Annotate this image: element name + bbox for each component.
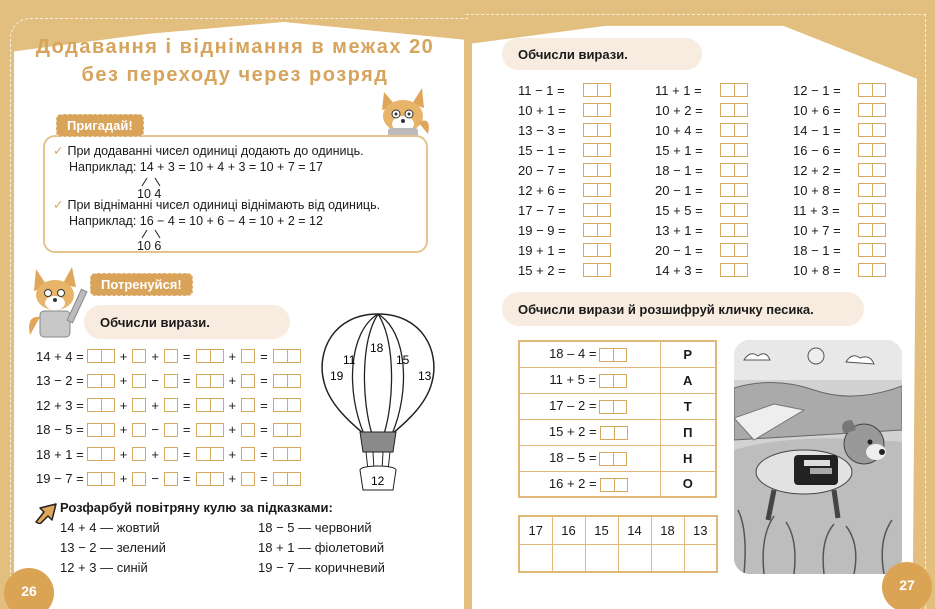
- answer-box-one-digit[interactable]: [241, 472, 255, 486]
- answer-box-two-digit[interactable]: [196, 398, 224, 412]
- color-hint: 12 + 3 — синій: [60, 560, 148, 575]
- answer-box-one-digit[interactable]: [164, 398, 178, 412]
- answer-box-two-digit[interactable]: [583, 163, 611, 177]
- answer-box-two-digit[interactable]: [599, 452, 627, 466]
- answer-box-two-digit[interactable]: [720, 263, 748, 277]
- compute-item: [793, 242, 889, 258]
- answer-box-two-digit[interactable]: [196, 349, 224, 363]
- compute-item: [655, 82, 751, 98]
- answer-key-number: 13: [684, 516, 717, 544]
- compute-expression: 12 + 6 =: [518, 182, 566, 198]
- answer-box-two-digit[interactable]: [720, 123, 748, 137]
- answer-box-two-digit[interactable]: [196, 374, 224, 388]
- answer-box-two-digit[interactable]: [599, 400, 627, 414]
- decode-table: [518, 340, 717, 498]
- color-hint: 18 − 5 — червоний: [258, 520, 372, 535]
- answer-box-two-digit[interactable]: [87, 398, 115, 412]
- compute-item: [793, 102, 889, 118]
- compute-item: [655, 102, 751, 118]
- compute-item: [793, 182, 889, 198]
- answer-box-two-digit[interactable]: [273, 349, 301, 363]
- compute-item: [793, 122, 889, 138]
- answer-box-two-digit[interactable]: [273, 423, 301, 437]
- compute-expression: 11 − 1 =: [518, 82, 565, 98]
- compute-item: [655, 242, 751, 258]
- fox-mascot-icon: [374, 86, 434, 138]
- practice-expression: 18 + 1 =: [36, 446, 84, 462]
- compute-expression: 11 + 3 =: [793, 202, 840, 218]
- compute-expression: 13 + 1 =: [655, 222, 703, 238]
- answer-box-two-digit[interactable]: [196, 472, 224, 486]
- decode-row: [519, 445, 716, 471]
- compute-expression: 12 − 1 =: [793, 82, 841, 98]
- compute-item: [518, 182, 614, 198]
- answer-box-one-digit[interactable]: [164, 374, 178, 388]
- compute-item: [518, 142, 614, 158]
- answer-box-two-digit[interactable]: [858, 123, 886, 137]
- pencil-arrow-icon: [34, 502, 58, 524]
- practice-expression: 19 − 7 =: [36, 471, 84, 486]
- checkmark-icon: ✓: [53, 144, 64, 158]
- compute-expression: 15 + 1 =: [655, 142, 703, 158]
- answer-box-two-digit[interactable]: [858, 143, 886, 157]
- compute-expression: 10 + 8 =: [793, 262, 841, 278]
- compute-item: [655, 222, 751, 238]
- answer-box-one-digit[interactable]: [132, 349, 146, 363]
- checkmark-icon: ✓: [53, 198, 64, 212]
- compute-item: [655, 142, 751, 158]
- compute-expression: 15 + 5 =: [655, 202, 703, 218]
- practice-row: 13 − 2 = + − = + =: [36, 372, 304, 390]
- answer-letter-blank[interactable]: [552, 544, 585, 572]
- answer-box-two-digit[interactable]: [858, 183, 886, 197]
- remember-box: [43, 135, 428, 253]
- color-hint: 14 + 4 — жовтий: [60, 520, 160, 535]
- compute-expression: 18 − 1 =: [655, 162, 703, 178]
- compute-item: [793, 222, 889, 238]
- practice-expression: 12 + 3 =: [36, 397, 84, 413]
- decode-expression-cell: 18 – 4 =: [519, 341, 660, 367]
- compute-expression: 20 − 7 =: [518, 162, 566, 178]
- answer-box-one-digit[interactable]: [164, 349, 178, 363]
- hot-air-balloon-image: [318, 312, 438, 494]
- split-diagram-subtraction: 10 6: [137, 229, 167, 253]
- answer-box-one-digit[interactable]: [241, 447, 255, 461]
- compute-expression: 15 − 1 =: [518, 142, 566, 158]
- compute-expression: 10 + 1 =: [518, 102, 566, 118]
- compute-expression: 10 + 2 =: [655, 102, 703, 118]
- svg-text:12: 12: [371, 474, 385, 488]
- answer-box-two-digit[interactable]: [858, 223, 886, 237]
- compute-instruction: Обчисли вирази.: [502, 38, 702, 70]
- balloon-label-19: 19: [330, 369, 344, 383]
- decode-instruction: Обчисли вирази й розшифруй кличку песика.: [502, 292, 864, 326]
- answer-box-two-digit[interactable]: [720, 183, 748, 197]
- answer-box-one-digit[interactable]: [132, 423, 146, 437]
- compute-item: [518, 82, 614, 98]
- decode-expression-cell: 15 + 2 =: [519, 419, 660, 445]
- rule-addition-example: Наприклад: 14 + 3 = 10 + 4 + 3 = 10 + 7 = 17: [69, 160, 323, 174]
- answer-box-two-digit[interactable]: [273, 374, 301, 388]
- svg-text:13: 13: [418, 369, 432, 383]
- compute-item: [518, 202, 614, 218]
- compute-item: [793, 202, 889, 218]
- svg-text:11: 11: [343, 353, 356, 367]
- answer-box-two-digit[interactable]: [599, 374, 627, 388]
- compute-expression: 20 − 1 =: [655, 182, 703, 198]
- decode-letter: П: [660, 419, 716, 445]
- compute-item: [518, 222, 614, 238]
- answer-box-two-digit[interactable]: [196, 423, 224, 437]
- compute-item: [793, 262, 889, 278]
- compute-expression: 15 + 2 =: [518, 262, 566, 278]
- practice-row: 12 + 3 = + + = + =: [36, 396, 304, 414]
- color-hint: 13 − 2 — зелений: [60, 540, 166, 555]
- decode-letter: Т: [660, 393, 716, 419]
- answer-key-number: 18: [651, 516, 684, 544]
- answer-box-two-digit[interactable]: [599, 348, 627, 362]
- answer-box-two-digit[interactable]: [583, 223, 611, 237]
- compute-expression: 20 − 1 =: [655, 242, 703, 258]
- answer-box-one-digit[interactable]: [164, 472, 178, 486]
- page-number-left: 26: [4, 568, 54, 609]
- compute-item: [518, 162, 614, 178]
- decode-expression-cell: 18 – 5 =: [519, 445, 660, 471]
- practice-expression: 14 + 4 =: [36, 348, 84, 364]
- rule-subtraction-example: Наприклад: 16 − 4 = 10 + 6 − 4 = 10 + 2 = 12: [69, 214, 323, 228]
- answer-letter-blank[interactable]: [519, 544, 552, 572]
- compute-expression: 13 − 3 =: [518, 122, 566, 138]
- decode-expression-cell: 16 + 2 =: [519, 471, 660, 497]
- answer-box-two-digit[interactable]: [858, 243, 886, 257]
- answer-box-two-digit[interactable]: [720, 223, 748, 237]
- compute-item: [793, 162, 889, 178]
- compute-expression: 11 + 1 =: [655, 82, 702, 98]
- compute-item: [655, 202, 751, 218]
- decode-row: [519, 393, 716, 419]
- compute-expression: 18 − 1 =: [793, 242, 841, 258]
- answer-box-two-digit[interactable]: [87, 472, 115, 486]
- compute-item: [793, 142, 889, 158]
- answer-box-one-digit[interactable]: [132, 374, 146, 388]
- answer-key-number: 14: [618, 516, 651, 544]
- answer-box-one-digit[interactable]: [164, 423, 178, 437]
- answer-key-number: 16: [552, 516, 585, 544]
- answer-box-two-digit[interactable]: [583, 123, 611, 137]
- color-hint: 18 + 1 — фіолетовий: [258, 540, 385, 555]
- answer-box-two-digit[interactable]: [720, 143, 748, 157]
- page-title-line1: Додавання і віднімання в межах 20: [35, 36, 435, 58]
- answer-key-number: 17: [519, 516, 552, 544]
- answer-box-two-digit[interactable]: [273, 398, 301, 412]
- answer-box-two-digit[interactable]: [858, 103, 886, 117]
- answer-box-two-digit[interactable]: [720, 103, 748, 117]
- answer-key-number: 15: [585, 516, 618, 544]
- rule-subtraction: ✓ При відніманні чисел одиниці віднімають від одиниць.: [53, 198, 381, 212]
- answer-box-two-digit[interactable]: [87, 349, 115, 363]
- practice-instruction: Обчисли вирази.: [84, 305, 290, 339]
- answer-box-two-digit[interactable]: [583, 143, 611, 157]
- compute-item: [655, 162, 751, 178]
- page-title-line2: без переходу через розряд: [81, 64, 389, 86]
- answer-box-two-digit[interactable]: [273, 472, 301, 486]
- decode-row: [519, 341, 716, 367]
- decode-row: [519, 471, 716, 497]
- answer-letter-blank[interactable]: [684, 544, 717, 572]
- decode-letter: А: [660, 367, 716, 393]
- practice-expression: 18 − 5 =: [36, 422, 84, 437]
- compute-expression: 19 − 9 =: [518, 222, 566, 238]
- answer-box-two-digit[interactable]: [583, 243, 611, 257]
- compute-item: [518, 242, 614, 258]
- split-diagram-addition: 10 4: [137, 177, 167, 201]
- compute-item: [518, 122, 614, 138]
- answer-box-two-digit[interactable]: [583, 203, 611, 217]
- answer-box-two-digit[interactable]: [858, 263, 886, 277]
- answer-box-two-digit[interactable]: [583, 103, 611, 117]
- practice-row: 14 + 4 = + + = + =: [36, 347, 304, 365]
- compute-item: [655, 182, 751, 198]
- compute-expression: 16 − 6 =: [793, 142, 841, 158]
- answer-box-two-digit[interactable]: [273, 447, 301, 461]
- answer-box-one-digit[interactable]: [132, 398, 146, 412]
- compute-expression: 12 + 2 =: [793, 162, 841, 178]
- practice-row: 18 + 1 = + + = + =: [36, 445, 304, 463]
- decode-row: [519, 419, 716, 445]
- answer-box-two-digit[interactable]: [600, 426, 628, 440]
- answer-box-two-digit[interactable]: [583, 83, 611, 97]
- compute-item: [518, 102, 614, 118]
- answer-letter-blank[interactable]: [585, 544, 618, 572]
- rule-addition: ✓ При додаванні чисел одиниці додають до одиниць.: [53, 144, 364, 158]
- answer-box-two-digit[interactable]: [858, 83, 886, 97]
- answer-letter-blank[interactable]: [618, 544, 651, 572]
- answer-box-one-digit[interactable]: [132, 447, 146, 461]
- decode-letter: Р: [660, 341, 716, 367]
- answer-box-two-digit[interactable]: [87, 374, 115, 388]
- compute-expression: 10 + 6 =: [793, 102, 841, 118]
- answer-box-two-digit[interactable]: [720, 163, 748, 177]
- compute-expression: 10 + 8 =: [793, 182, 841, 198]
- compute-item: [655, 122, 751, 138]
- practice-tag: Потренуйся!: [90, 273, 193, 296]
- practice-row: 18 − 5 = + − = + =: [36, 421, 304, 439]
- remember-tag: Пригадай!: [56, 114, 144, 137]
- answer-box-two-digit[interactable]: [720, 243, 748, 257]
- answer-box-two-digit[interactable]: [858, 203, 886, 217]
- decode-letter: Н: [660, 445, 716, 471]
- answer-letter-blank[interactable]: [651, 544, 684, 572]
- practice-row: 19 − 7 = + − = + =: [36, 470, 304, 488]
- decode-letter: О: [660, 471, 716, 497]
- compute-item: [655, 262, 751, 278]
- svg-text:18: 18: [370, 341, 384, 355]
- coloring-instruction: Розфарбуй повітряну кулю за підказками:: [60, 500, 333, 515]
- answer-box-one-digit[interactable]: [132, 472, 146, 486]
- answer-box-two-digit[interactable]: [583, 263, 611, 277]
- answer-box-two-digit[interactable]: [196, 447, 224, 461]
- compute-expression: 14 − 1 =: [793, 122, 841, 138]
- answer-box-one-digit[interactable]: [241, 374, 255, 388]
- dog-patron-illustration: [734, 340, 902, 574]
- compute-item: [793, 82, 889, 98]
- decode-row: [519, 367, 716, 393]
- decode-expression-cell: 17 – 2 =: [519, 393, 660, 419]
- dog-coloring-picture: [734, 340, 902, 574]
- answer-box-one-digit[interactable]: [241, 349, 255, 363]
- svg-text:15: 15: [396, 353, 410, 367]
- answer-box-two-digit[interactable]: [600, 478, 628, 492]
- answer-box-one-digit[interactable]: [241, 423, 255, 437]
- answer-table: [518, 515, 718, 573]
- color-hint: 19 − 7 — коричневий: [258, 560, 385, 575]
- compute-expression: 10 + 7 =: [793, 222, 841, 238]
- decode-expression-cell: 11 + 5 =: [519, 367, 660, 393]
- answer-box-two-digit[interactable]: [720, 83, 748, 97]
- answer-box-two-digit[interactable]: [87, 447, 115, 461]
- answer-box-two-digit[interactable]: [87, 423, 115, 437]
- practice-expression: 13 − 2 =: [36, 373, 84, 388]
- compute-expression: 19 + 1 =: [518, 242, 566, 258]
- compute-item: [518, 262, 614, 278]
- answer-box-two-digit[interactable]: [720, 203, 748, 217]
- compute-expression: 10 + 4 =: [655, 122, 703, 138]
- page-number-right: 27: [882, 562, 932, 609]
- compute-expression: 17 − 7 =: [518, 202, 566, 218]
- answer-box-one-digit[interactable]: [164, 447, 178, 461]
- answer-box-two-digit[interactable]: [583, 183, 611, 197]
- compute-expression: 14 + 3 =: [655, 262, 703, 278]
- answer-box-one-digit[interactable]: [241, 398, 255, 412]
- answer-box-two-digit[interactable]: [858, 163, 886, 177]
